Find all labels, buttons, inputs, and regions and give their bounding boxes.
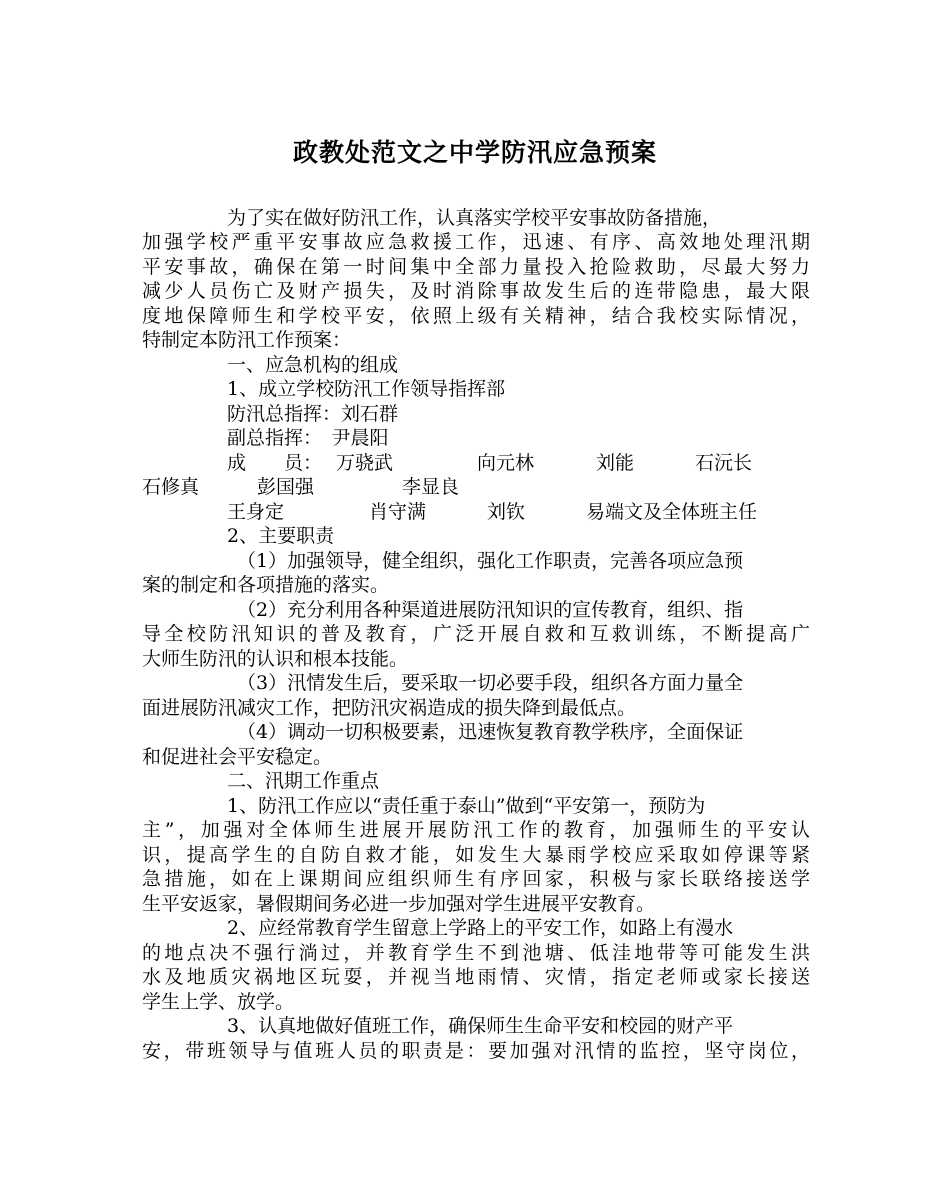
member-name: 彭国强 <box>257 476 315 498</box>
duty-line: （3）汛情发生后，要采取一切必要手段，组织各方面力量全 <box>237 672 744 694</box>
intro-line: 为了实在做好防汛工作，认真落实学校平安事故防备措施， <box>227 207 722 229</box>
subsection-heading: 2、主要职责 <box>227 525 335 547</box>
item-line: 生平安返家，暑假期间务必进一步加强对学生进展平安教育。 <box>142 893 656 915</box>
item-line: 主”，加强对全体师生进展开展防汛工作的教育，加强师生的平安认 <box>142 819 810 841</box>
document-title: 政教处范文之中学防汛应急预案 <box>292 138 657 167</box>
item-line: 安，带班领导与值班人员的职责是：要加强对汛情的监控，坚守岗位， <box>142 1040 810 1062</box>
member-name: 肖守满 <box>369 501 427 523</box>
item-line: 水及地质灾祸地区玩耍，并视当地雨情、灾情，指定老师或家长接送 <box>142 966 810 988</box>
duty-line: 大师生防汛的认识和根本技能。 <box>142 648 409 670</box>
intro-line: 度地保障师生和学校平安，依照上级有关精神，结合我校实际情况， <box>142 305 810 327</box>
member-name: 刘能 <box>596 452 635 474</box>
intro-line: 特制定本防汛工作预案： <box>142 329 352 351</box>
member-name: 王身定 <box>227 501 285 523</box>
duty-line: （1）加强领导，健全组织，强化工作职责，完善各项应急预 <box>237 550 744 572</box>
item-line: 2、应经常教育学生留意上学路上的平安工作，如路上有漫水 <box>227 917 734 939</box>
section-heading: 二、汛期工作重点 <box>227 770 380 792</box>
intro-line: 平安事故，确保在第一时间集中全部力量投入抢险救助，尽最大努力 <box>142 256 810 278</box>
subsection-heading: 1、成立学校防汛工作领导指挥部 <box>227 378 506 400</box>
duty-line: （2）充分利用各种渠道进展防汛知识的宣传教育，组织、指 <box>237 599 744 621</box>
duty-line: 和促进社会平安稳定。 <box>142 746 333 768</box>
member-name: 万骁武 <box>336 452 394 474</box>
member-name: 石沅长 <box>695 452 753 474</box>
duty-line: 面进展防汛减灾工作，把防汛灾祸造成的损失降到最低点。 <box>142 697 637 719</box>
item-line: 识，提高学生的自防自救才能，如发生大暴雨学校应采取如停课等紧 <box>142 844 810 866</box>
item-line: 的地点决不强行淌过，并教育学生不到池塘、低洼地带等可能发生洪 <box>142 942 810 964</box>
intro-line: 加强学校严重平安事故应急救援工作，迅速、有序、高效地处理汛期 <box>142 231 810 253</box>
duty-line: 案的制定和各项措施的落实。 <box>142 574 390 596</box>
vice-commander-line: 副总指挥： 尹晨阳 <box>227 427 389 449</box>
commander-line: 防汛总指挥：刘石群 <box>227 403 399 425</box>
member-name: 李显良 <box>402 476 460 498</box>
section-heading: 一、应急机构的组成 <box>227 354 399 376</box>
member-name: 石修真 <box>142 476 200 498</box>
item-line: 3、认真地做好值班工作，确保师生生命平安和校园的财产平 <box>227 1015 734 1037</box>
duty-line: 导全校防汛知识的普及教育，广泛开展自救和互救训练，不断提高广 <box>142 623 810 645</box>
member-name: 向元林 <box>477 452 535 474</box>
member-name: 易端文及全体班主任 <box>586 501 758 523</box>
member-name: 刘钦 <box>487 501 526 523</box>
members-label: 成 员： <box>227 452 323 474</box>
item-line: 急措施，如在上课期间应组织师生有序回家，积极与家长联络接送学 <box>142 868 810 890</box>
item-line: 学生上学、放学。 <box>142 991 295 1013</box>
duty-line: （4）调动一切积极要素，迅速恢复教育教学秩序，全面保证 <box>237 721 744 743</box>
item-line: 1、防汛工作应以“责任重于泰山”做到“平安第一，预防为 <box>227 795 706 817</box>
intro-line: 减少人员伤亡及财产损失，及时消除事故发生后的连带隐患，最大限 <box>142 280 810 302</box>
